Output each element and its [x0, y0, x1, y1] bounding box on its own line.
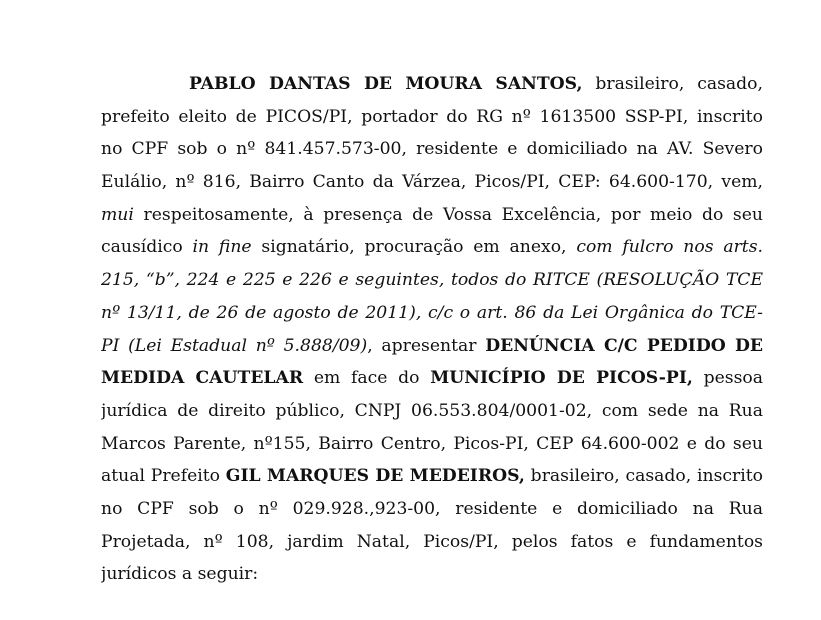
text-run: respeitosamente, à presença de Vossa Excelência, por meio do seu — [133, 204, 763, 225]
text-run: Projetada, nº 108, jardim Natal, Picos/PI, pelos fatos e fundamentos — [101, 531, 763, 552]
text-line — [101, 297, 763, 330]
italic-run: com fulcro nos arts. — [576, 237, 763, 258]
text-line — [101, 428, 763, 461]
text-run: , apresentar — [367, 335, 486, 356]
text-run: Marcos Parente, nº155, Bairro Centro, Picos-PI, CEP 64.600-002 e do seu — [101, 433, 763, 454]
complaint-title: DENÚNCIA C/C PEDIDO DE — [485, 335, 763, 356]
italic-run: 215, “b”, 224 e 225 e 226 e seguintes, todos do RITCE (RESOLUÇÃO TCE — [101, 270, 763, 291]
text-line — [101, 526, 763, 559]
text-line — [101, 395, 763, 428]
text-run: no CPF sob o nº 029.928.,923-00, residente e domiciliado na Rua — [101, 498, 763, 519]
text-line — [101, 362, 763, 395]
text-run: em face do — [303, 368, 431, 389]
italic-run: nº 13/11, de 26 de agosto de 2011), c/c o art. 86 da Lei Orgânica do TCE- — [101, 302, 763, 323]
text-run: jurídicos a seguir: — [101, 564, 259, 585]
text-line — [101, 231, 763, 264]
text-run: brasileiro, casado, — [582, 74, 763, 94]
defendant-mayor-name: GIL MARQUES DE MEDEIROS, — [225, 466, 525, 487]
text-run: causídico — [101, 237, 193, 258]
text-line — [101, 199, 763, 232]
text-run: no CPF sob o nº 841.457.573-00, residente e domiciliado na AV. Severo — [101, 139, 763, 160]
text-line — [101, 330, 763, 363]
text-line — [101, 166, 763, 199]
text-run: brasileiro, casado, inscrito — [524, 466, 763, 487]
italic-run: mui — [101, 204, 134, 225]
defendant-municipality: MUNICÍPIO DE PICOS-PI, — [430, 368, 693, 389]
text-line — [101, 133, 763, 166]
text-line — [101, 101, 763, 134]
italic-run: PI (Lei Estadual nº 5.888/09) — [101, 335, 368, 356]
text-run: pessoa — [692, 368, 763, 389]
text-line — [101, 558, 763, 591]
text-line — [101, 68, 763, 101]
text-run: signatário, procuração em anexo, — [251, 237, 577, 258]
petitioner-name: PABLO DANTAS DE MOURA SANTOS, — [189, 74, 583, 94]
complaint-title: MEDIDA CAUTELAR — [101, 368, 304, 389]
document-page — [101, 68, 763, 591]
text-line — [101, 264, 763, 297]
text-run: atual Prefeito — [101, 466, 226, 487]
text-run: jurídica de direito público, CNPJ 06.553.804/0001-02, com sede na Rua — [101, 400, 763, 421]
italic-run: in fine — [192, 237, 252, 258]
text-run: prefeito eleito de PICOS/PI, portador do RG nº 1613500 SSP-PI, inscrito — [101, 106, 763, 127]
text-line — [101, 460, 763, 493]
text-line — [101, 493, 763, 526]
text-run: Eulálio, nº 816, Bairro Canto da Várzea, Picos/PI, CEP: 64.600-170, vem, — [101, 172, 763, 193]
